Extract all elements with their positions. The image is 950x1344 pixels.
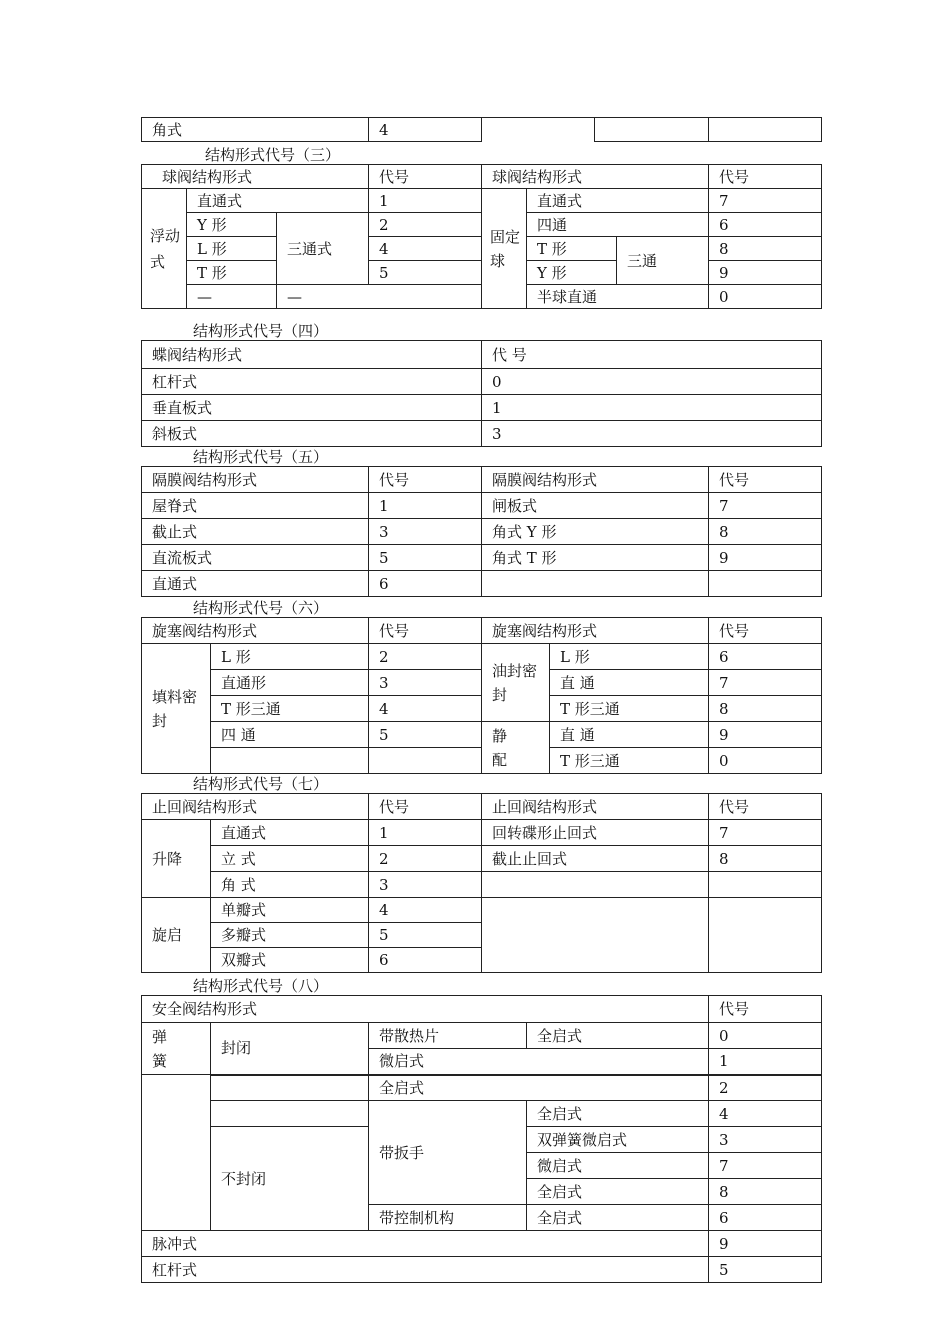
three-way-right: 三通 — [617, 237, 709, 285]
row-code: 9 — [709, 722, 822, 748]
row-code: 3 — [369, 519, 482, 545]
ball-valve-table — [141, 164, 822, 309]
row-code: 8 — [709, 696, 822, 722]
row-form: 屋脊式 — [142, 493, 369, 519]
row-form: 全启式 — [527, 1023, 709, 1049]
row-code: 4 — [369, 237, 482, 261]
header-code-right: 代号 — [709, 618, 822, 644]
check-valve-table — [141, 793, 822, 973]
row-code: 3 — [709, 1127, 822, 1153]
row-code: 2 — [369, 644, 482, 670]
row-code: 1 — [369, 189, 482, 213]
group-sealed: 封闭 — [211, 1023, 369, 1075]
header-code-left: 代号 — [369, 794, 482, 820]
row-form: T 形三通 — [550, 748, 709, 774]
header-code-left: 代号 — [369, 618, 482, 644]
unsealed-blank — [211, 1075, 369, 1101]
row-code: 7 — [709, 493, 822, 519]
section-title-4: 结构形式代号（四） — [193, 322, 329, 340]
row-form: 微启式 — [369, 1049, 709, 1075]
row-form: 全启式 — [369, 1075, 709, 1101]
header-ball-form-right: 球阀结构形式 — [482, 165, 709, 189]
row-form: 角式 T 形 — [482, 545, 709, 571]
row-form: 四 通 — [211, 722, 369, 748]
row-sub: — — [277, 285, 482, 309]
row-form: T 形 — [187, 261, 277, 285]
top-row-code: 4 — [369, 118, 482, 142]
row-form: 闸板式 — [482, 493, 709, 519]
control-label: 带控制机构 — [369, 1205, 527, 1231]
top-row-empty-2 — [709, 118, 822, 142]
header-code-right: 代号 — [709, 794, 822, 820]
row-code: 1 — [369, 820, 482, 846]
row-form: 截止止回式 — [482, 846, 709, 872]
row-form: T 形三通 — [550, 696, 709, 722]
row-form: 四通 — [527, 213, 709, 237]
group-fixed-ball: 固定球 — [482, 189, 527, 309]
row-form: 角式 Y 形 — [482, 519, 709, 545]
header-safety-form: 安全阀结构形式 — [142, 996, 709, 1023]
row-empty — [482, 872, 709, 898]
row-code: 8 — [709, 237, 822, 261]
row-code: 2 — [709, 1075, 822, 1101]
safety-valve-table — [141, 995, 822, 1283]
row-form: 直 通 — [550, 670, 709, 696]
row-code: 3 — [482, 421, 822, 447]
row-code: 0 — [709, 748, 822, 774]
row-code: 6 — [709, 1205, 822, 1231]
row-code: 4 — [369, 898, 482, 923]
row-form: 脉冲式 — [142, 1231, 709, 1257]
row-code: 8 — [709, 519, 822, 545]
row-code: 5 — [369, 923, 482, 948]
row-code: 0 — [709, 1023, 822, 1049]
section-title-3: 结构形式代号（三） — [205, 146, 341, 164]
row-code: 0 — [482, 369, 822, 395]
row-form: 多瓣式 — [211, 923, 369, 948]
row-code: 7 — [709, 189, 822, 213]
heat-sink-label: 带散热片 — [369, 1023, 527, 1049]
row-form: 直通式 — [211, 820, 369, 846]
row-form: 直通式 — [187, 189, 369, 213]
row-code: 5 — [369, 261, 482, 285]
unsealed-blank-2 — [211, 1101, 369, 1127]
header-code: 代 号 — [482, 341, 822, 369]
row-code: 6 — [369, 948, 482, 973]
row-code: 0 — [709, 285, 822, 309]
row-code: 5 — [369, 545, 482, 571]
row-form: 垂直板式 — [142, 395, 482, 421]
row-code: 5 — [709, 1257, 822, 1283]
row-code — [709, 571, 822, 597]
plug-valve-table — [141, 617, 822, 774]
row-empty — [482, 898, 709, 973]
row-code: 5 — [369, 722, 482, 748]
row-code: 2 — [369, 213, 482, 237]
row-code: 9 — [709, 545, 822, 571]
group-unsealed: 不封闭 — [211, 1127, 369, 1231]
row-form: 全启式 — [527, 1205, 709, 1231]
row-form: 单瓣式 — [211, 898, 369, 923]
group-swing: 旋启 — [142, 898, 211, 973]
row-form: 直通形 — [211, 670, 369, 696]
header-ball-form-left: 球阀结构形式 — [142, 165, 369, 189]
header-plug-form-right: 旋塞阀结构形式 — [482, 618, 709, 644]
row-code: 3 — [369, 670, 482, 696]
row-form: 双瓣式 — [211, 948, 369, 973]
row-form: 全启式 — [527, 1179, 709, 1205]
group-static-fit: 静配 — [482, 722, 550, 774]
row-form: Y 形 — [187, 213, 277, 237]
section-title-5: 结构形式代号（五） — [193, 448, 329, 466]
row-code: 9 — [709, 1231, 822, 1257]
row-code: 1 — [369, 493, 482, 519]
top-row-empty-1 — [595, 118, 709, 142]
row-form: 角 式 — [211, 872, 369, 898]
header-butterfly-form: 蝶阀结构形式 — [142, 341, 482, 369]
row-code: 7 — [709, 820, 822, 846]
header-code-left: 代号 — [369, 165, 482, 189]
section-title-8: 结构形式代号（八） — [193, 977, 329, 995]
row-form: 斜板式 — [142, 421, 482, 447]
row-form: T 形三通 — [211, 696, 369, 722]
three-way-left: 三通式 — [277, 213, 369, 285]
row-form: 直 通 — [550, 722, 709, 748]
top-row-form: 角式 — [142, 118, 369, 142]
row-form: L 形 — [211, 644, 369, 670]
row-code: 9 — [709, 261, 822, 285]
row-empty — [709, 872, 822, 898]
section-title-7: 结构形式代号（七） — [193, 775, 329, 793]
row-form: 全启式 — [527, 1101, 709, 1127]
row-code: 8 — [709, 846, 822, 872]
row-code: 8 — [709, 1179, 822, 1205]
row-form: 直通式 — [142, 571, 369, 597]
row-code: 7 — [709, 670, 822, 696]
header-diaphragm-form-left: 隔膜阀结构形式 — [142, 467, 369, 493]
header-code-right: 代号 — [709, 165, 822, 189]
group-spring: 弹簧 — [142, 1023, 211, 1075]
header-check-form-right: 止回阀结构形式 — [482, 794, 709, 820]
row-form: L 形 — [550, 644, 709, 670]
header-plug-form-left: 旋塞阀结构形式 — [142, 618, 369, 644]
row-code: 6 — [369, 571, 482, 597]
row-form: 直通式 — [527, 189, 709, 213]
group-oil-seal: 油封密封 — [482, 644, 550, 722]
row-form: 立 式 — [211, 846, 369, 872]
butterfly-valve-table — [141, 340, 822, 447]
top-row-table — [141, 117, 822, 142]
group-floating: 浮动式 — [142, 189, 187, 309]
row-code: 6 — [709, 213, 822, 237]
row-empty — [211, 748, 369, 774]
row-code: 3 — [369, 872, 482, 898]
row-code: 6 — [709, 644, 822, 670]
row-form: Y 形 — [527, 261, 617, 285]
row-code: 1 — [709, 1049, 822, 1075]
row-form — [482, 571, 709, 597]
row-code: 4 — [709, 1101, 822, 1127]
row-form: 截止式 — [142, 519, 369, 545]
header-code: 代号 — [709, 996, 822, 1023]
row-form: T 形 — [527, 237, 617, 261]
row-form: 微启式 — [527, 1153, 709, 1179]
row-form: 回转碟形止回式 — [482, 820, 709, 846]
row-form: 直流板式 — [142, 545, 369, 571]
spring-blank — [142, 1075, 211, 1231]
group-lift: 升降 — [142, 820, 211, 898]
row-empty — [709, 898, 822, 973]
header-diaphragm-form-right: 隔膜阀结构形式 — [482, 467, 709, 493]
header-code-left: 代号 — [369, 467, 482, 493]
header-code-right: 代号 — [709, 467, 822, 493]
row-form: 杠杆式 — [142, 1257, 709, 1283]
row-form: — — [187, 285, 277, 309]
row-form: 杠杆式 — [142, 369, 482, 395]
section-title-6: 结构形式代号（六） — [193, 599, 329, 617]
row-form: L 形 — [187, 237, 277, 261]
row-code: 4 — [369, 696, 482, 722]
row-code: 1 — [482, 395, 822, 421]
row-empty — [369, 748, 482, 774]
top-row-gap — [482, 118, 595, 142]
diaphragm-valve-table — [141, 466, 822, 597]
wrench-label: 带扳手 — [369, 1101, 527, 1205]
row-form: 双弹簧微启式 — [527, 1127, 709, 1153]
row-code: 2 — [369, 846, 482, 872]
group-packing-seal: 填料密封 — [142, 644, 211, 774]
row-form: 半球直通 — [527, 285, 709, 309]
row-code: 7 — [709, 1153, 822, 1179]
header-check-form-left: 止回阀结构形式 — [142, 794, 369, 820]
